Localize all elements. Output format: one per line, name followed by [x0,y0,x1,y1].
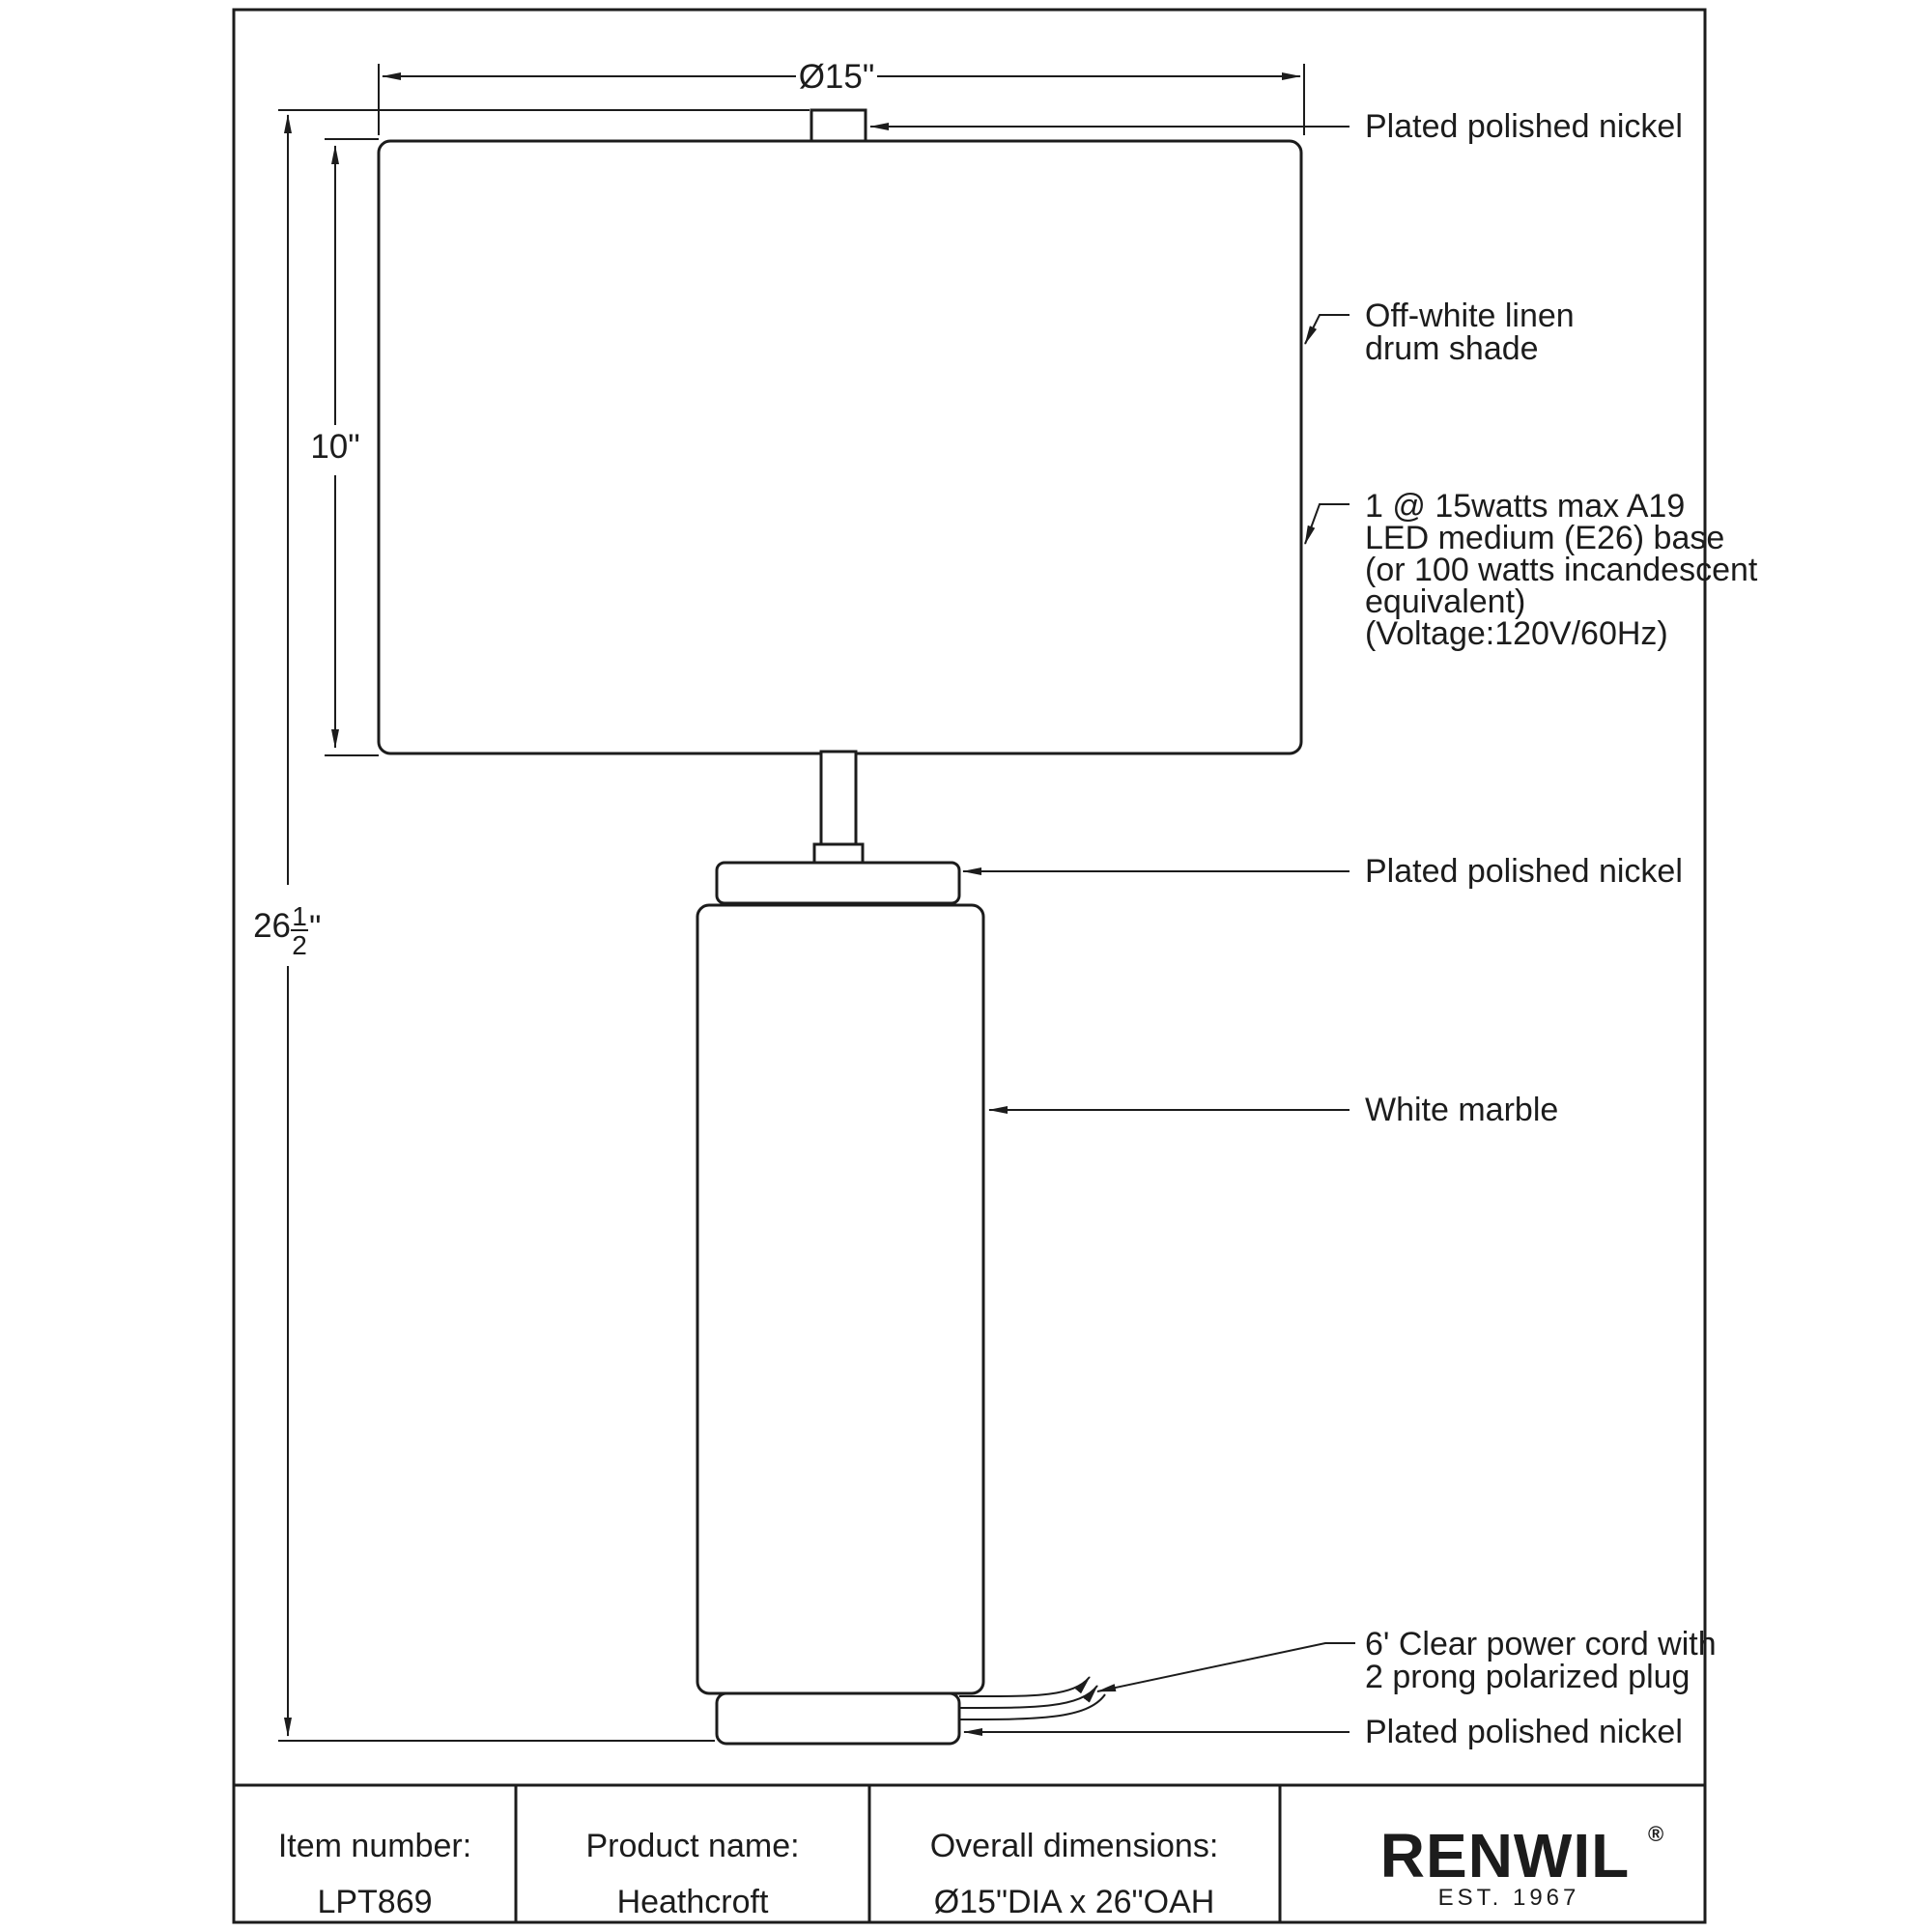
nickel-base-outline [717,1693,959,1744]
finial-outline [811,110,866,141]
marble-body-outline [697,905,983,1693]
base-callout-label: Plated polished nickel [1365,1714,1683,1750]
overall-height-fraction-denominator: 2 [292,930,307,960]
cord-callout-line1: 6' Clear power cord with [1365,1626,1717,1662]
lamp-outline [379,110,1301,1744]
bulb-callout-line3: (or 100 watts incandescent [1365,552,1758,588]
dimension-shade-height [310,139,379,755]
product-name-value: Heathcroft [616,1884,769,1920]
footer-table [234,1785,1705,1922]
callout-labels [1365,108,1758,1750]
drum-shade-outline [379,141,1301,753]
bulb-callout-line1: 1 @ 15watts max A19 [1365,488,1686,525]
diameter-label: Ø15" [798,58,875,96]
bulb-callout-line2: LED medium (E26) base [1365,520,1725,556]
cap-callout-label: Plated polished nickel [1365,853,1683,890]
brand-established-label: EST. 1967 [1437,1885,1580,1911]
product-name-label: Product name: [585,1828,800,1864]
overall-dimensions-label: Overall dimensions: [929,1828,1219,1864]
bulb-callout-line5: (Voltage:120V/60Hz) [1365,615,1668,652]
shade-callout-line1: Off-white linen [1365,298,1575,334]
marble-callout-label: White marble [1365,1092,1559,1128]
brand-registered-icon: ® [1648,1822,1664,1846]
overall-dimensions-value: Ø15"DIA x 26"OAH [933,1884,1215,1920]
shade-leader [1305,315,1350,344]
overall-height-fraction-numerator: 1 [292,901,307,931]
cord-leader [1097,1643,1355,1691]
overall-height-unit: " [309,909,322,947]
bulb-leader [1305,504,1350,544]
stem-outline [821,752,856,844]
finial-callout-label: Plated polished nickel [1365,108,1683,145]
shade-height-label: 10" [310,428,360,466]
bulb-callout-line4: equivalent) [1365,583,1526,620]
brand-logo: RENWIL [1379,1821,1631,1890]
stem-collar-outline [814,844,863,864]
cord-callout-line2: 2 prong polarized plug [1365,1659,1690,1695]
item-number-label: Item number: [277,1828,472,1864]
shade-callout-line2: drum shade [1365,330,1539,367]
overall-height-whole: 26 [253,907,291,945]
item-number-value: LPT869 [317,1884,433,1920]
nickel-cap-outline [717,863,959,903]
